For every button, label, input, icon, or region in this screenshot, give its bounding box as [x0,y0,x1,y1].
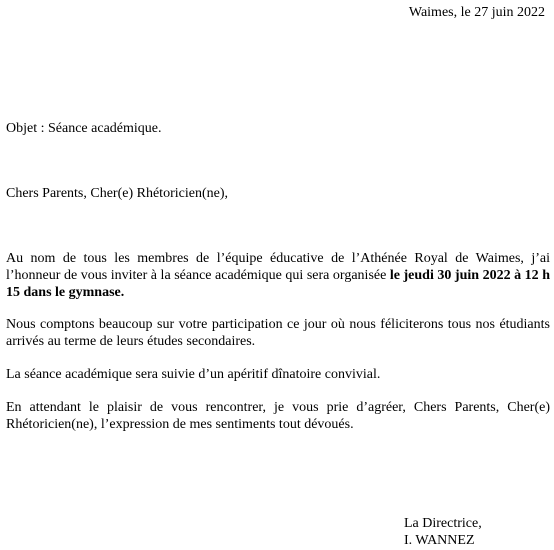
paragraph-closing: En attendant le plaisir de vous rencontrer, je vous prie d’agréer, Chers Parents, Cher(e) Rhétoricien(ne), l’expression de mes sentiments tout dévoués. [6,400,550,432]
paragraph-participation: Nous comptons beaucoup sur votre participation ce jour où nous féliciterons tous nos étudiants arrivés au terme de leurs études secondaires. [6,317,550,349]
signature-block [404,515,482,549]
paragraph-invitation [6,250,550,301]
salutation: Chers Parents, Cher(e) Rhétoricien(ne), [6,186,228,201]
signature-name: I. WANNEZ [404,533,475,548]
date-line: Waimes, le 27 juin 2022 [408,5,545,20]
paragraph-invitation-text: Au nom de tous les membres de l’équipe éducative de l’Athénée Royal de Waimes, j’ai l’honneur de vous inviter à la séance académique qui sera organisée [6,251,550,283]
signature-title: La Directrice, [404,516,482,531]
paragraph-aperitif: La séance académique sera suivie d’un apéritif dînatoire convivial. [6,367,381,382]
subject-line: Objet : Séance académique. [6,121,162,136]
event-details: le jeudi 30 juin 2022 à 12 h 15 dans le gymnase. [6,268,551,300]
